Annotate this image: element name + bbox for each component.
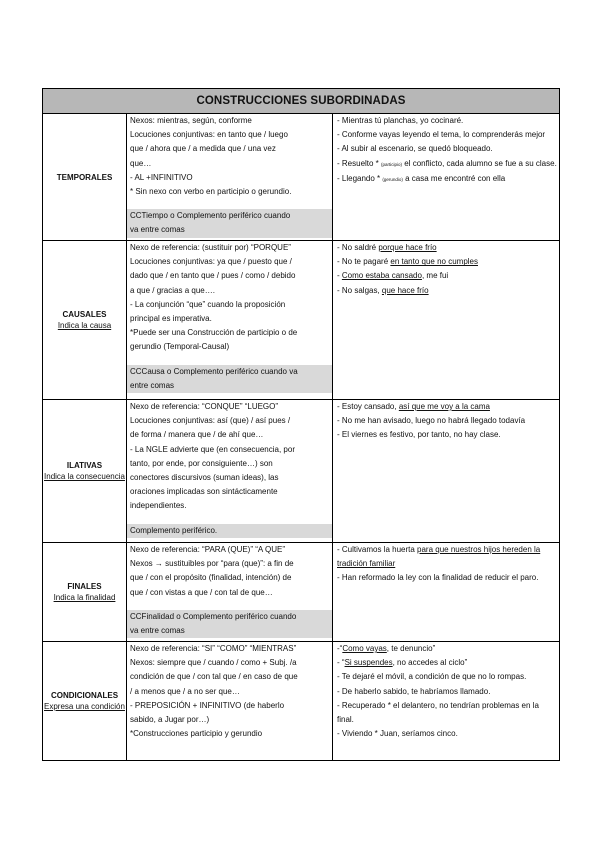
- desc-line: tanto, por ende, por consiguiente…) son: [130, 458, 273, 468]
- category-name: ILATIVAS: [66, 461, 103, 470]
- example-line: - Estoy cansado, así que me voy a la cama: [337, 402, 490, 411]
- category-subtitle: Indica la finalidad: [53, 593, 116, 602]
- category-cell: [43, 114, 127, 241]
- category-cell: [43, 642, 127, 761]
- table-row-causales: [43, 241, 560, 400]
- desc-line: que / con vistas a que / con tal de que…: [130, 587, 273, 597]
- desc-line: que…: [130, 158, 152, 168]
- function-highlight: Complemento periférico.: [127, 524, 332, 538]
- desc-line: de forma / manera que / de ahí que…: [130, 430, 264, 440]
- example-line: - No salgas, que hace frío: [337, 285, 429, 295]
- function-highlight: CCCausa o Complemento periférico cuando va: [127, 365, 332, 379]
- category-name: CONDICIONALES: [50, 691, 119, 700]
- example-line: - Al subir al escenario, se quedó bloqueado.: [337, 144, 493, 154]
- category-subtitle: Indica la causa: [57, 321, 112, 330]
- desc-line: / a menos que / a no ser que…: [130, 686, 240, 696]
- function-highlight: va entre comas: [127, 624, 332, 638]
- example-line: - Cultivamos la huerta para que nuestros hijos hereden la tradición familiar: [337, 545, 541, 569]
- category-name: CAUSALES: [62, 310, 107, 319]
- desc-line: - La conjunción “que” cuando la proposición: [130, 299, 286, 309]
- desc-line: sabido, a Jugar por…): [130, 715, 210, 725]
- table-row-condicionales: [43, 642, 560, 761]
- desc-line: Nexo de referencia: “CONQUE” “LUEGO”: [130, 402, 279, 411]
- desc-line: conectores discursivos (suman ideas), las: [130, 473, 279, 483]
- desc-line: Nexos: mientras, según, conforme: [130, 116, 252, 125]
- table-title: CONSTRUCCIONES SUBORDINADAS: [43, 89, 560, 114]
- desc-line: principal es imperativa.: [130, 314, 212, 324]
- example-line: - “Si suspendes, no accedes al ciclo”: [337, 658, 468, 668]
- category-cell: [43, 241, 127, 400]
- desc-line: a que / gracias a que….: [130, 285, 215, 295]
- desc-line: independientes.: [130, 501, 187, 511]
- desc-line: - AL +INFINITIVO: [130, 172, 193, 182]
- description-cell: [127, 642, 333, 761]
- description-cell: [127, 241, 333, 400]
- example-line: - Han reformado la ley con la finalidad de reducir el paro.: [337, 573, 539, 583]
- example-line: - El viernes es festivo, por tanto, no hay clase.: [337, 430, 501, 440]
- example-line: - Te dejaré el móvil, a condición de que no lo rompas.: [337, 672, 527, 682]
- example-line: - Llegando * (gerundio) a casa me encontré con ella: [337, 173, 506, 183]
- desc-line: que / ahora que / a medida que / una vez: [130, 144, 276, 154]
- function-highlight: CCTiempo o Complemento periférico cuando: [127, 209, 332, 223]
- example-line: - No te pagaré en tanto que no cumples: [337, 257, 478, 267]
- desc-line: Nexos → sustituibles por “para (que)”: a fin de: [130, 559, 294, 569]
- example-line: - Como estaba cansado, me fui: [337, 271, 449, 281]
- desc-line: dado que / en tanto que / pues / como / debido: [130, 271, 296, 281]
- desc-line: *Construcciones participio y gerundio: [130, 729, 263, 739]
- desc-line: que / con el propósito (finalidad, intención) de: [130, 573, 292, 583]
- function-highlight: entre comas: [127, 379, 332, 393]
- example-line: -“Como vayas, te denuncio”: [337, 644, 436, 653]
- example-line: - De haberlo sabido, te habríamos llamado.: [337, 686, 491, 696]
- function-highlight: CCFinalidad o Complemento periférico cuando: [127, 610, 332, 624]
- example-line: - Recuperado * el delantero, no tendrían problemas en la final.: [337, 700, 539, 725]
- desc-line: Nexos: siempre que / cuando / como + Subj. /a: [130, 658, 297, 668]
- example-line: - Mientras tú planchas, yo cocinaré.: [337, 116, 464, 125]
- desc-line: Locuciones conjuntivas: así (que) / así pues /: [130, 416, 291, 426]
- table-row-temporales: [43, 114, 560, 241]
- description-cell: [127, 114, 333, 241]
- desc-line: Nexo de referencia: “SI” “COMO” “MIENTRAS”: [130, 644, 297, 653]
- desc-line: - PREPOSICIÓN + INFINITIVO (de haberlo: [130, 700, 285, 710]
- example-line: - Resuelto * (participio) el conflicto, cada alumno se fue a su clase.: [337, 158, 557, 168]
- category-name: FINALES: [67, 582, 102, 591]
- category-name: TEMPORALES: [56, 172, 113, 182]
- description-cell: [127, 400, 333, 543]
- table-row-finales: [43, 543, 560, 642]
- function-highlight: va entre comas: [127, 223, 332, 237]
- desc-line: - La NGLE advierte que (en consecuencia, por: [130, 444, 295, 454]
- example-line: - No me han avisado, luego no habrá llegado todavía: [337, 416, 526, 426]
- subordinate-constructions-table: [42, 88, 560, 761]
- desc-line: oraciones implicadas son sintácticamente: [130, 487, 278, 497]
- desc-line: Nexo de referencia: “PARA (QUE)” “A QUE”: [130, 545, 286, 554]
- example-line: - Viviendo * Juan, seríamos cinco.: [337, 729, 458, 739]
- category-subtitle: Indica la consecuencia: [44, 472, 125, 481]
- description-cell: [127, 543, 333, 642]
- desc-line: Locuciones conjuntivas: en tanto que / luego: [130, 130, 288, 140]
- examples-cell: [333, 400, 560, 543]
- desc-line: * Sin nexo con verbo en participio o gerundio.: [130, 187, 292, 197]
- desc-line: gerundio (Temporal-Causal): [130, 342, 230, 352]
- desc-line: condición de que / con tal que / en caso de que: [130, 672, 298, 682]
- desc-line: Locuciones conjuntivas: ya que / puesto que /: [130, 257, 292, 267]
- example-line: - No saldré porque hace frío: [337, 243, 437, 252]
- desc-line: *Puede ser una Construcción de participio o de: [130, 328, 298, 338]
- desc-line: Nexo de referencia: (sustituir por) “PORQUE”: [130, 243, 291, 252]
- category-subtitle: Expresa una condición: [44, 702, 125, 711]
- example-line: - Conforme vayas leyendo el tema, lo comprenderás mejor: [337, 130, 546, 140]
- examples-cell: [333, 543, 560, 642]
- category-cell: [43, 543, 127, 642]
- examples-cell: [333, 241, 560, 400]
- table-row-ilativas: [43, 400, 560, 543]
- examples-cell: [333, 642, 560, 761]
- examples-cell: [333, 114, 560, 241]
- category-cell: [43, 400, 127, 543]
